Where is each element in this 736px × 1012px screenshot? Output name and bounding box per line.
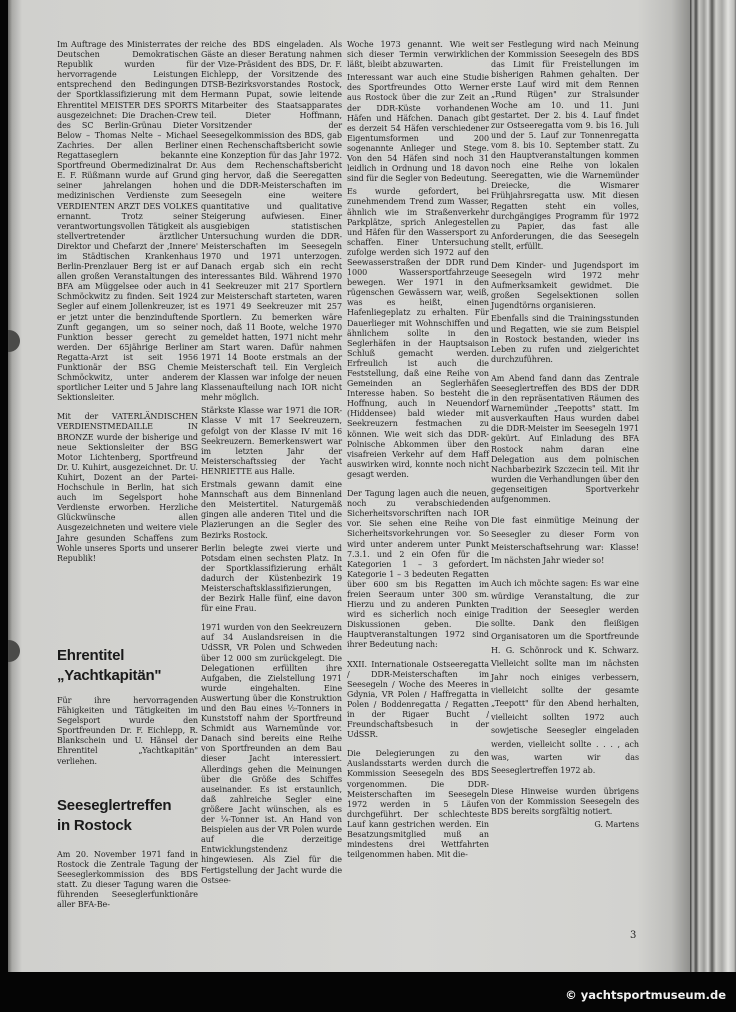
paragraph: Die Delegierungen zu den Auslandsstarts werden durch die Kommission Seesegeln des BDS vorgenommen. Die DDR-Meisterschaften im Seesegeln 1972 werden in 5 Läufen durchgeführt. Der schlechteste Lauf kann gestrichen werden. Ein Besatzungsmitglied muß an mindestens drei Wettfahrten teilgenommen haben. Mit die- <box>347 749 489 860</box>
paragraph-yachtkapitaen: Für ihre hervorragenden Fähigkeiten und Tätigkeiten im Segelsport wurde den Sportfreunden Dr. F. Eichlepp, R. Blankschein und U. Hänsel der Ehrentitel „Yachtkapitän" verliehen. <box>57 696 198 766</box>
section-seeseglertreffen <box>57 796 198 914</box>
page-number: 3 <box>630 930 637 941</box>
paragraph: ser Festlegung wird nach Meinung der Kommission Seesegeln des BDS das Limit für Freistellungen im bisherigen Rahmen gehalten. Der erste Lauf wird mit dem Rennen „Rund Rügen" zur Stralsunder Woche am 10. und 11. Juni gestartet. Der 2. bis 4. Lauf findet zur Ostseeregatta vom 9. bis 16. Juli und der 5. Lauf zur Tonnenregatta vom 8. bis 10. September statt. Zu den Hauptveranstaltungen kommen noch eine Reihe von lokalen Seeregatten, wie die Warnemünder Dreiecke, die Wismarer Frühjahrsregatta usw. Mit diesen Regatten steht ein volles, durchgängiges Programm für 1972 zu Papier, das fast alle Anforderungen, die das Seesegeln stellt, erfüllt. <box>491 40 639 251</box>
signature-line <box>491 820 639 830</box>
paragraph: Diese Hinweise wurden übrigens von der Kommission Seesegeln des BDS bereits sorgfältig notiert. <box>491 786 639 817</box>
heading-ehrentitel: Ehrentitel <box>57 647 125 664</box>
column-1 <box>57 40 198 567</box>
column-3 <box>347 40 489 863</box>
paragraph: Die fast einmütige Meinung der Seesegler zu dieser Form von Meisterschaftsehrung war: Klasse! Im nächsten Jahr wieder so! <box>491 516 639 566</box>
heading-in-rostock: in Rostock <box>57 817 132 834</box>
heading-yachtkapitaen: „Yachtkapitän" <box>57 667 162 684</box>
paragraph: Interessant war auch eine Studie des Sportfreundes Otto Werner aus Rostock über die zur Zeit an der DDR-Küste vorhandenen Häfen und Häfchen. Danach gibt es derzeit 54 Häfen verschiedener Eigentumsformen und 200 sogenannte Anlieger und Stege. Von den 54 Häfen sind noch 31 leidlich in Ordnung und 18 davon sind für die Segler von Bedeutung. <box>347 73 489 184</box>
paragraph: Ebenfalls sind die Trainingsstunden und Regatten, wie sie zum Beispiel in Rostock bestanden, wieder ins Leben zu rufen und zielgerichtet durchzuführen. <box>491 314 639 364</box>
paragraph-hauptveranstaltungen: XXII. Internationale Ostseeregatta / DDR-Meisterschaften im Seesegeln / Woche des Meeres in Gdynia, VR Polen / Haffregatta in Polen / Boddenregatta / Regatten in der Rigaer Bucht / Freundschaftsbesuch in der UdSSR. <box>347 659 489 740</box>
paragraph-meister-des-sports: Im Auftrage des Ministerrates der Deutschen Demokratischen Republik wurden für hervorragende Leistungen entsprechend den Bedingungen der Sportklassifizierung mit dem Ehrentitel MEISTER DES SPORTS ausgezeichnet: Die Drachen-Crew des SC Berlin-Grünau Dieter Below – Thomas Nelte – Michael Zachries. Der allen Berliner Regattaseglern bekannte Sportfreund Obermedizinalrat Dr. E. F. Rüßmann wurde auf Grund seiner jahrelangen hohen medizinischen Verdienste zum VERDIENTEN ARZT DES VOLKES ernannt. Trotz seiner verantwortungsvollen Tätigkeit als stellvertretender ärztlicher Direktor und Chefarzt der ‚Innere' im Städtischen Krankenhaus Berlin-Prenzlauer Berg ist er auf allen großen Veranstaltungen des BFA am Müggelsee oder auch in Schmöckwitz zu finden. Seit 1924 Segler auf einem Jollenkreuzer, ist er jetzt unter die benzinduftende Zunft gegangen, um so seiner Funktion besser gerecht zu werden. Der 65jährige Berliner Regatta-Arzt ist seit 1956 Funktionär der BSG Chemie Schmöckwitz, unter anderem sportlicher Leiter und 5 Jahre lang Sektionsleiter. <box>57 40 198 403</box>
paragraph: reiche des BDS eingeladen. Als Gäste an dieser Beratung nahmen der Vize-Präsident des BDS, Dr. F. Eichlepp, der Vorsitzende des DTSB-Bezirksvorstandes Rostock, Hermann Pupat, sowie leitende Mitarbeiter des Staatsapparates teil. Dieter Hoffmann, Vorsitzender der Seesegelkommission des BDS, gab einen Rechenschaftsbericht sowie eine Konzeption für das Jahr 1972. Aus dem Rechenschaftsbericht ging hervor, daß die Seeregatten und die DDR-Meisterschaften im Seesegeln eine weitere quantitative und qualitative Steigerung aufwiesen. Einer ausgiebigen statistischen Untersuchung wurden die DDR-Meisterschaften im Seesegeln 1970 und 1971 unterzogen. Danach ergab sich ein recht interessantes Bild. Während 1970 41 Seekreuzer mit 217 Sportlern zur Meisterschaft starteten, waren es 1971 49 Seekreuzer mit 257 Sportlern. Zu bemerken wäre noch, daß 11 Boote, welche 1970 gemeldet hatten, 1971 nicht mehr am Start waren. Dafür nahmen 1971 14 Boote erstmals an der Meisterschaft teil. Ein Vergleich der Klassen war infolge der neuen Klassenaufteilung nach IOR nicht mehr möglich. <box>201 40 342 403</box>
paragraph: 1971 wurden von den Seekreuzern auf 34 Auslandsreisen in die UdSSR, VR Polen und Schweden über 12 000 sm zurückgelegt. Die Delegationen erfüllten ihre Aufgaben, die Zielstellung 1971 wurde eingehalten. Eine Auswertung über die Konstruktion und den Bau eines ½-Tonners in Kunststoff nahm der Sportfreund Schmidt aus Warnemünde vor. Danach sind bereits eine Reihe von Sportfreunden an dem Bau dieser Jacht interessiert. Allerdings gehen die Meinungen über die Größe des Schiffes auseinander. Es ist erstaunlich, daß zahlreiche Segler eine größere Jacht wünschen, als es der ¼-Tonner ist. An Hand von Beispielen aus der VR Polen wurde auf die derzeitige Entwicklungstendenz hingewiesen. Als Ziel für die Fertigstellung der Jacht wurde die Ostsee- <box>201 623 342 885</box>
paragraph: Berlin belegte zwei vierte und Potsdam einen sechsten Platz. In der Sportklassifizierung erhält dadurch der Küstenbezirk 19 Meisterschaftsklassifizierungen, der Bezirk Halle fünf, eine davon für eine Frau. <box>201 543 342 614</box>
column-2 <box>201 40 342 889</box>
paragraph: Dem Kinder- und Jugendsport im Seesegeln wird 1972 mehr Aufmerksamkeit gewidmet. Die großen Segelsektionen sollen Jugendtörns organisieren. <box>491 260 639 311</box>
paragraph: Woche 1973 genannt. Wie weit sich dieser Termin verwirklichen läßt, bleibt abzuwarten. <box>347 40 489 70</box>
copyright-watermark: © yachtsportmuseum.de <box>565 988 726 1002</box>
paragraph: Stärkste Klasse war 1971 die IOR-Klasse V mit 17 Seekreuzern, gefolgt von der Klasse IV mit 16 Seekreuzern. Bemerkenswert war im letzten Jahr der Meisterschaftssieg der Yacht HENRIETTE aus Halle. <box>201 406 342 476</box>
paragraph: Es wurde gefordert, bei zunehmendem Trend zum Wasser, ähnlich wie im Straßenverkehr Parkplätze, sprich Anlegestellen und Häfen für den Wassersport zu schaffen. Einer Untersuchung zufolge werden sich 1972 auf den Seewasserstraßen der DDR rund 1000 Wassersportfahrzeuge bewegen. Wer 1971 in den rügenschen Gewässern war, weiß, was es heißt, einen Hafenliegeplatz zu erhalten. Für Dauerlieger mit Wohnschiffen und ähnlichem sollte in den Seglerhäfen in der Hauptsaison Schluß gemacht werden. Erfreulich ist auch die Feststellung, daß eine Reihe von Gemeinden an Seglerhäfen Interesse haben. So besteht die Hoffnung, auch in Neuendorf (Hiddensee) bald wieder mit Seekreuzern festmachen zu können. Wie weit sich das DDR-Polnische Abkommen über den visafreien Verkehr auf dem Haff auswirken wird, konnte noch nicht gesagt werden. <box>347 187 489 479</box>
heading-seeseglertreffen: Seeseglertreffen <box>57 797 172 814</box>
paragraph-tagung-intro: Am 20. November 1971 fand in Rostock die Zentrale Tagung der Seeseglerkommission des BDS statt. Zu dieser Tagung waren die führenden Seeseglerfunktionäre aller BFA-Be- <box>57 850 198 910</box>
section-yachtkapitaen <box>57 646 198 770</box>
paragraph: Auch ich möchte sagen: Es war eine würdige Veranstaltung, die zur Tradition der Seesegler werden sollte. Dank den fleißigen Organisatoren um die Sportfreunde H. G. Schönrock und K. Schwarz. Vielleicht sollte man im nächsten Jahr noch einiges verbessern, vielleicht sollte der gesamte „Teepott" für den Abend herhalten, vielleicht sollten 1972 auch sowjetische Seesegler eingeladen werden, vielleicht sollte . . . , ach was, warten wir das Seeseglertreffen 1972 ab. <box>491 578 639 776</box>
column-4 <box>491 40 639 830</box>
book-binding <box>690 0 736 972</box>
paragraph-verdienstmedaille: Mit der VATERLÄNDISCHEN VERDIENSTMEDAILLE IN BRONZE wurde der bisherige und neue Sektionsleiter der BSG Motor Lichtenberg, Sportfreund Dr. U. Kuhirt, ausgezeichnet. Dr. U. Kuhirt, Dozent an der Partei-Hochschule in Berlin, hat sich auch im Segelsport hohe Verdienste erworben. Herzliche Glückwünsche allen Ausgezeichneten und weitere viele Jahre gesunden Schaffens zum Wohle unseres Sports und unserer Republik! <box>57 412 198 563</box>
paragraph: Am Abend fand dann das Zentrale Seeseglertreffen des BDS der DDR in den repräsentativen Räumen des Warnemünder „Teepotts" statt. Im ausverkauften Haus wurden dabei die DDR-Meister im Seesegeln 1971 gekürt. Auf Einladung des BFA Rostock nahm daran eine Delegation aus dem polnischen Nachbarbezirk Szczecin teil. Mit ihr wurden die Verhandlungen über den gegenseitigen Sportverkehr aufgenommen. <box>491 373 639 505</box>
paragraph: Erstmals gewann damit eine Mannschaft aus dem Binnenland den Meistertitel. Naturgemäß gingen alle anderen Titel und die Plazierungen an die Segler des Bezirks Rostock. <box>201 480 342 540</box>
author-signature: G. Martens <box>594 820 639 830</box>
paragraph: Der Tagung lagen auch die neuen, noch zu verabschiedenden Sicherheitsvorschriften nach IOR vor. Sie sehen eine Reihe von Sicherheitsvorkehrungen vor. So wird unter anderem unter Punkt 7.3.1. und 2 ein Ofen für die Kategorien 1 – 3 gefordert. Kategorie 1 – 3 bedeuten Regatten über 600 sm bis Regatten im freien Seeraum unter 300 sm. Hierzu und zu anderen Punkten wird es sicherlich noch einige Diskussionen geben. Die Hauptveranstaltungen 1972 sind ihrer Bedeutung nach: <box>347 489 489 650</box>
